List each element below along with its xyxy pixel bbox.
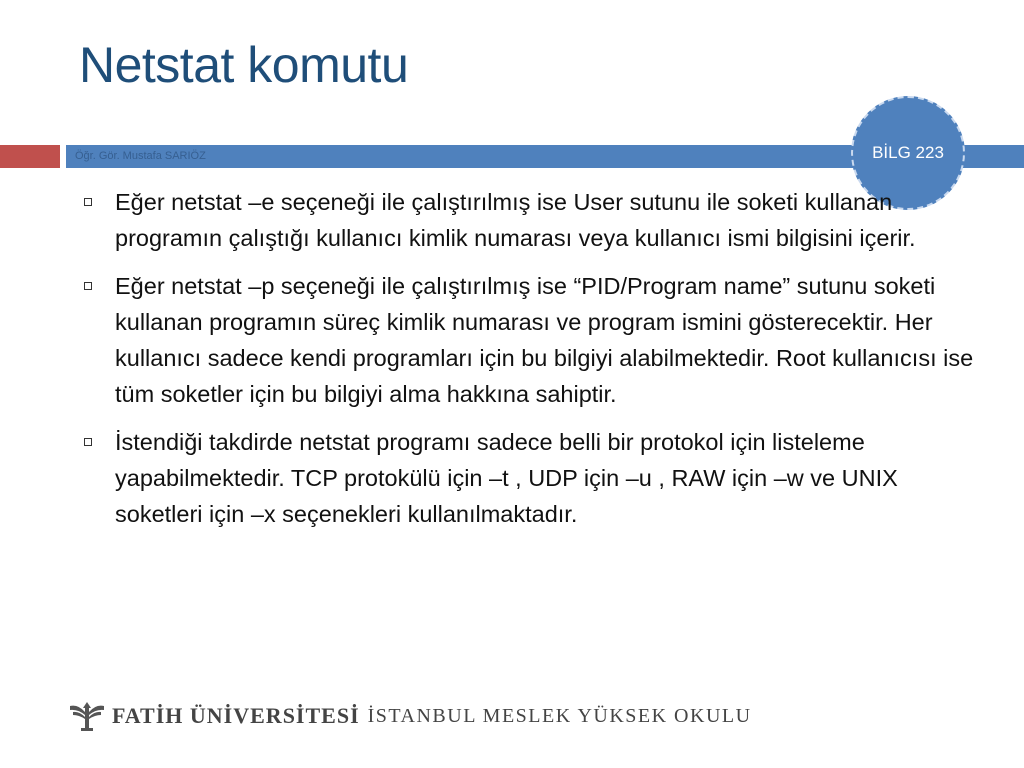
square-bullet-icon bbox=[84, 282, 92, 290]
university-name: FATİH ÜNİVERSİTESİ bbox=[112, 703, 360, 728]
school-name: İSTANBUL MESLEK YÜKSEK OKULU bbox=[367, 704, 752, 727]
fatih-university-logo-icon bbox=[68, 700, 106, 732]
square-bullet-icon bbox=[84, 438, 92, 446]
bullet-text: Eğer netstat –e seçeneği ile çalıştırılmış ise User sutunu ile soketi kullanan programın çalıştığı kullanıcı kimlik numarası veya kullanıcı ismi bilgisini içerir. bbox=[115, 189, 916, 251]
bullet-text: İstendiği takdirde netstat programı sadece belli bir protokol için listeleme yapabilmektedir. TCP protokülü için –t , UDP için –u , RAW için –w ve UNIX soketleri için –x seçenekleri kullanılmaktadır. bbox=[115, 429, 898, 527]
square-bullet-icon bbox=[84, 198, 92, 206]
course-code: BİLG 223 bbox=[872, 143, 944, 162]
bullet-text: Eğer netstat –p seçeneği ile çalıştırılmış ise “PID/Program name” sutunu soketi kullanan programın süreç kimlik numarası ve program ismini gösterecektir. Her kullanıcı sadece kendi programları için bu bilgiyi alabilmektedir. Root kullanıcısı ise tüm soketler için bu bilgiyi alma hakkına sahiptir. bbox=[115, 273, 974, 407]
footer-logo bbox=[68, 700, 752, 732]
list-item bbox=[78, 268, 978, 412]
header-accent-red bbox=[0, 145, 60, 168]
list-item bbox=[78, 424, 978, 532]
author-label: Öğr. Gör. Mustafa SARIÖZ bbox=[75, 150, 206, 162]
list-item bbox=[78, 184, 978, 256]
bullet-list bbox=[78, 184, 978, 544]
slide-title: Netstat komutu bbox=[79, 37, 409, 93]
